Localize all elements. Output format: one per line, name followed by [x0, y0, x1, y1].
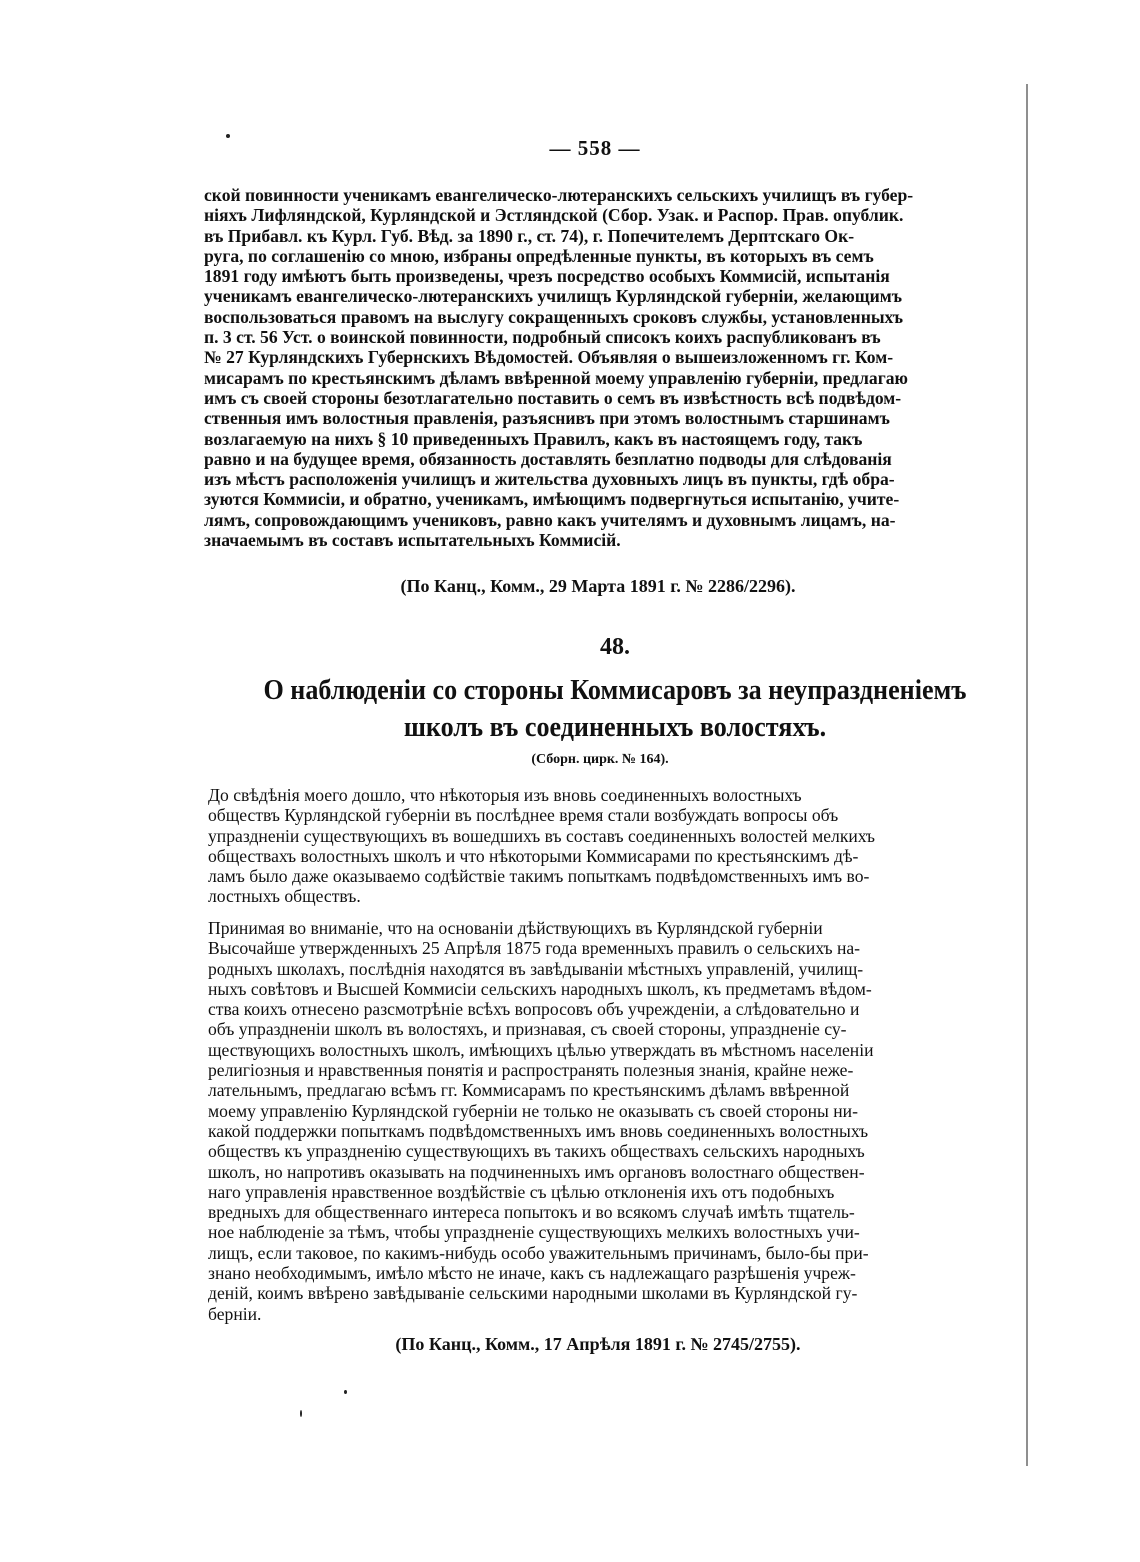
page-number: — 558 — [549, 136, 641, 160]
section-title: О наблюденіи со стороны Коммисаровъ за неупраздненіемъ школъ въ соединенныхъ волостяхъ. [263, 674, 967, 743]
section-paragraph-1: До свѣдѣнія моего дошло, что нѣкоторыя изъ вновь соединенныхъ волостныхъ обществъ Курляндской губерніи въ послѣднее время стали возбуждать вопросы объ упраздненіи существующихъ въ вошедшихъ въ составъ соединенныхъ волостей мелкихъ обществахъ волостныхъ школъ и что нѣкоторыми Коммисарами по крестьянскимъ дѣ- ламъ было даже оказываемо содѣйствіе такимъ попыткамъ подвѣдомственныхъ имъ во- лостныхъ обществъ. [208, 785, 876, 907]
continuation-paragraph: ской повинности ученикамъ евангелическо-лютеранскихъ сельскихъ училищъ въ губер- ніяхъ Лифляндской, Курляндской и Эстляндской (Сбор. Узак. и Распор. Прав. опублик. въ Прибавл. къ Курл. Губ. Вѣд. за 1890 г., ст. 74), г. Попечителемъ Дерптскаго Ок- руга, по соглашенію со мною, избраны опредѣленные пункты, въ которыхъ въ семъ 1891 году имѣютъ быть произведены, чрезъ посредство особыхъ Коммисій, испытанія ученикамъ евангелическо-лютеранскихъ училищъ Курляндской губерніи, желающимъ воспользоваться правомъ на выслугу сокращенныхъ сроковъ службы, установленныхъ п. 3 ст. 56 Уст. о воинской повинности, подробный списокъ коихъ распубликованъ въ № 27 Курляндскихъ Губернскихъ Вѣдомостей. Объявляя о вышеизложенномъ гг. Ком- мисарамъ по крестьянскимъ дѣламъ ввѣренной моему управленію губерніи, предлагаю имъ съ своей стороны безотлагательно поставить о семъ въ извѣстность всѣ подвѣдом- ственныя имъ волостныя правленія, разъяснивъ при этомъ волостнымъ старшинамъ возлагаемую на нихъ § 10 приведенныхъ Правилъ, какъ въ настоящемъ году, такъ равно и на будущее время, обязанность доставлять безплатно подводы для слѣдованія изъ мѣстъ расположенія училищъ и жительства духовныхъ лицъ въ пункты, гдѣ обра- зуются Коммисіи, и обратно, ученикамъ, имѣющимъ подвергнуться испытанію, учите- лямъ, сопровождающимъ учениковъ, равно какъ учителямъ и духовнымъ лицамъ, на- значаемымъ въ составъ испытательныхъ Коммисій. [204, 185, 914, 551]
print-speck [226, 134, 230, 138]
section-paragraph-2: Принимая во вниманіе, что на основаніи дѣйствующихъ въ Курляндской губерніи Высочайше утвержденныхъ 25 Апрѣля 1875 года временныхъ правилъ о сельскихъ на- родныхъ школахъ, послѣднія находятся въ завѣдываніи мѣстныхъ управленій, училищ- ныхъ совѣтовъ и Высшей Коммисіи сельскихъ народныхъ школъ, къ предметамъ вѣдом- ства коихъ отнесено разсмотрѣніе всѣхъ вопросовъ объ учрежденіи, а слѣдовательно и объ упраздненіи школъ въ волостяхъ, и признавая, съ своей стороны, упраздненіе су- ществующихъ волостныхъ школъ, имѣющихъ цѣлью утверждать въ мѣстномъ населеніи религіозныя и нравственныя понятія и распространять полезныя знанія, крайне неже- лательнымъ, предлагаю всѣмъ гг. Коммисарамъ по крестьянскимъ дѣламъ ввѣренной моему управленію Курляндской губерніи не только не оказывать съ своей стороны ни- какой поддержки попыткамъ подвѣдомственныхъ имъ вновь соединенныхъ волостныхъ обществъ къ упраздненію существующихъ въ такихъ обществахъ сельскихъ народныхъ школъ, но напротивъ оказывать на подчиненныхъ имъ органовъ волостнаго обществен- наго управленія нравственное воздѣйствіе съ цѣлью отклоненія ихъ отъ подобныхъ вредныхъ для общественнаго интереса попытокъ и во всякомъ случаѣ имѣть тщатель- ное наблюденіе за тѣмъ, чтобы упраздненіе существующихъ мелкихъ волостныхъ учи- лищъ, если таковое, по какимъ-нибудь особо уважительнымъ причинамъ, было-бы при- знано необходимымъ, имѣло мѣсто не иначе, какъ съ надлежащаго разрѣшенія учреж- деній, коимъ ввѣрено завѣдываніе сельскими народными школами въ Курляндской гу- берніи. [208, 918, 874, 1324]
section-citation: (По Канц., Комм., 17 Апрѣля 1891 г. № 2745/2755). [395, 1334, 801, 1354]
print-speck [300, 1410, 302, 1417]
section-number: 48. [600, 634, 630, 660]
print-speck [344, 1390, 347, 1394]
continuation-citation: (По Канц., Комм., 29 Марта 1891 г. № 2286/2296). [400, 576, 796, 596]
section-source-reference: (Сборн. цирк. № 164). [531, 752, 669, 767]
page-edge-rule [1026, 84, 1028, 1466]
